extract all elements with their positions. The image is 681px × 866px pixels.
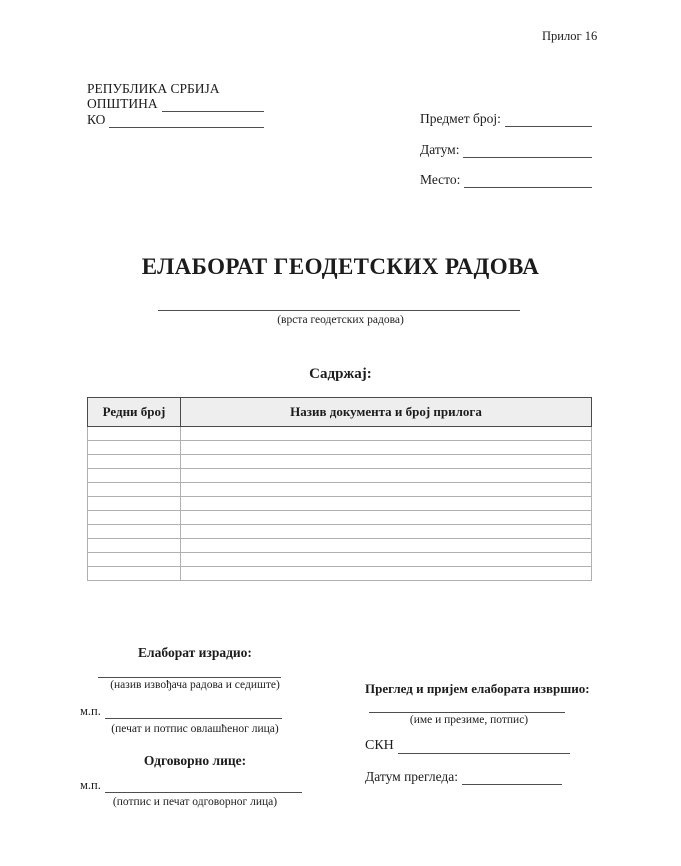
table-cell (181, 455, 592, 469)
contents-table (87, 397, 592, 581)
table-row (88, 427, 592, 441)
work-type-caption: (врста геодетских радова) (277, 314, 404, 326)
date-blank-line (463, 145, 592, 158)
header-right-block (420, 111, 592, 203)
table-cell (88, 469, 181, 483)
contractor-blank-line (98, 677, 281, 678)
review-heading: Преглед и пријем елабората извршио: (365, 681, 590, 696)
table-cell (181, 553, 592, 567)
municipality-label: ОПШТИНА (87, 96, 158, 111)
table-cell (88, 539, 181, 553)
table-row (88, 497, 592, 511)
place-label: Место: (420, 172, 461, 187)
review-date-row (365, 769, 562, 785)
review-date-blank-line (462, 772, 562, 785)
table-cell (88, 525, 181, 539)
stamp-row-1 (80, 705, 282, 719)
table-cell (88, 455, 181, 469)
table-cell (88, 441, 181, 455)
contents-table-body (88, 427, 592, 581)
case-number-label: Предмет број: (420, 111, 501, 126)
date-label: Датум: (420, 141, 460, 157)
column-header-ordinal: Редни број (88, 398, 181, 427)
table-cell (88, 553, 181, 567)
table-cell (88, 567, 181, 581)
table-row (88, 441, 592, 455)
table-cell (181, 567, 592, 581)
table-row (88, 469, 592, 483)
case-number-blank-line (505, 114, 592, 127)
stamp-row-2 (80, 779, 302, 793)
date-line (420, 142, 592, 158)
footer-left-block (80, 643, 310, 818)
contents-table-head (88, 398, 592, 427)
table-cell (88, 511, 181, 525)
contents-heading: Садржај: (309, 366, 372, 382)
municipality-blank-line (162, 99, 264, 112)
table-row (88, 525, 592, 539)
republic-line (87, 81, 264, 97)
table-cell (88, 483, 181, 497)
stamp-blank-line-2 (105, 780, 302, 793)
responsible-person-caption: (потпис и печат одговорног лица) (112, 796, 278, 808)
table-row (88, 483, 592, 497)
table-cell (181, 497, 592, 511)
case-number-line (420, 111, 592, 127)
table-row (88, 553, 592, 567)
work-type-blank-line (158, 310, 520, 311)
ko-label: КО (87, 111, 106, 127)
table-row (88, 539, 592, 553)
table-row (88, 567, 592, 581)
contents-table-header-row (88, 398, 592, 427)
table-row (88, 455, 592, 469)
table-cell (181, 441, 592, 455)
table-cell (181, 483, 592, 497)
authorized-person-caption: (печат и потпис овлашћеног лица) (111, 723, 279, 735)
ko-line (87, 112, 264, 128)
contractor-caption: (назив извођача радова и седиште) (110, 679, 280, 691)
table-cell (181, 511, 592, 525)
responsible-person-heading: Одговорно лице: (143, 753, 247, 768)
footer-right-block (365, 681, 590, 791)
municipality-line (87, 97, 264, 113)
skn-blank-line (398, 741, 570, 754)
review-date-label: Датум прегледа: (365, 769, 459, 784)
stamp-label-1: м.п. (80, 704, 101, 718)
table-row (88, 511, 592, 525)
ko-blank-line (109, 115, 264, 128)
stamp-label-2: м.п. (80, 778, 101, 792)
reviewer-name-blank-line (369, 712, 565, 713)
header-left-block (87, 81, 264, 128)
attachment-label: Прилог 16 (542, 29, 598, 43)
skn-label: СКН (365, 738, 394, 753)
made-by-heading: Елаборат израдио: (138, 645, 252, 660)
republic-label: РЕПУБЛИКА СРБИЈА (87, 80, 220, 96)
table-cell (181, 525, 592, 539)
table-cell (181, 539, 592, 553)
column-header-document-name: Назив документа и број прилога (181, 398, 592, 427)
place-line (420, 172, 592, 188)
skn-row (365, 738, 570, 754)
table-cell (181, 427, 592, 441)
table-cell (181, 469, 592, 483)
stamp-blank-line-1 (105, 706, 282, 719)
document-title: ЕЛАБОРАТ ГЕОДЕТСКИХ РАДОВА (141, 254, 540, 279)
table-cell (88, 427, 181, 441)
table-cell (88, 497, 181, 511)
reviewer-name-caption: (име и презиме, потпис) (409, 714, 529, 726)
place-blank-line (464, 175, 592, 188)
